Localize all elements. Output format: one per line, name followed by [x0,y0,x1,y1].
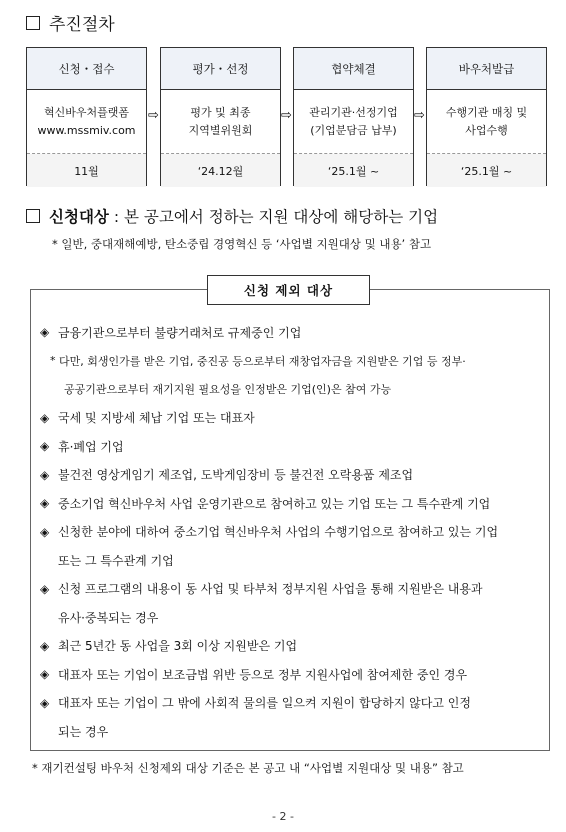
step-body [27,90,146,154]
step-body-line2: (기업분담금 납부) [310,123,397,137]
diamond-bullet-icon: ◈ [40,638,50,653]
step-body [161,90,280,154]
step-body-line1: 수행기관 매칭 및 [445,105,528,119]
arrow-icon: ⇨ [414,108,425,123]
list-item-text: 공공기관으로부터 재기지원 필요성을 인정받은 기업(인)은 참여 가능 [64,383,392,397]
step-body-line1: 혁신바우처플랫폼 [43,105,129,119]
page-number: - 2 - [272,810,294,823]
list-item-text: 신청한 분야에 대하여 중소기업 혁신바우처 사업의 수행기업으로 참여하고 있는 기업 [58,525,499,540]
list-item-note [40,347,545,376]
step-voucher-issue [426,47,547,186]
diamond-bullet-icon: ◈ [40,467,50,482]
step-foot: ‘25.1월 ~ [294,154,413,187]
list-item [40,432,545,461]
step-body-line2: 사업수행 [465,123,508,137]
step-body [294,90,413,154]
list-item-cont [40,603,545,632]
list-item-text: 불건전 영상게임기 제조업, 도박게임장비 등 불건전 오락용품 제조업 [58,468,414,483]
diamond-bullet-icon: ◈ [40,325,50,340]
apply-note: * 일반, 중대재해예방, 탄소중립 경영혁신 등 ‘사업별 지원대상 및 내용’ 참고 [52,237,432,251]
apply-target [26,205,438,227]
step-body-line2: www.mssmiv.com [37,123,136,137]
list-item [40,518,545,547]
list-item [40,575,545,604]
note-marker: * [50,354,56,368]
list-item-text: 또는 그 특수관계 기업 [58,553,174,568]
step-body-line1: 평가 및 최종 [190,105,251,119]
step-head: 바우처발급 [427,48,546,90]
list-item-text: 대표자 또는 기업이 보조금법 위반 등으로 정부 지원사업에 참여제한 중인 경우 [58,667,468,682]
exclusion-list [40,318,545,746]
step-evaluation [160,47,281,186]
step-foot: ‘25.1월 ~ [427,154,546,187]
step-apply [26,47,147,186]
step-body-line2: 지역별위원회 [188,123,253,137]
diamond-bullet-icon: ◈ [40,410,50,425]
exclusion-title: 신청 제외 대상 [207,275,370,305]
list-item-text: 대표자 또는 기업이 그 밖에 사회적 물의를 일으켜 지원이 합당하지 않다고 인정 [58,696,471,711]
list-item-cont [40,546,545,575]
list-item [40,632,545,661]
list-item-text: 다만, 회생인가를 받은 기업, 중진공 등으로부터 재창업자금을 지원받은 기업 등 정부· [59,354,466,368]
list-item-text: 최근 5년간 동 사업을 3회 이상 지원받은 기업 [58,639,298,654]
list-item-text: 휴·폐업 기업 [58,439,124,454]
footnote: * 재기컨설팅 바우처 신청제외 대상 기준은 본 공고 내 “사업별 지원대상 및 내용” 참고 [32,761,464,775]
apply-target-label: 신청대상 [49,208,109,226]
list-item-text: 신청 프로그램의 내용이 동 사업 및 타부처 정부지원 사업을 통해 지원받은 내용과 [58,582,483,597]
arrow-icon: ⇨ [148,108,159,123]
step-agreement [293,47,414,186]
diamond-bullet-icon: ◈ [40,524,50,539]
list-item [40,660,545,689]
list-item-text: 국세 및 지방세 체납 기업 또는 대표자 [58,411,255,426]
arrow-icon: ⇨ [281,108,292,123]
diamond-bullet-icon: ◈ [40,439,50,454]
list-item [40,689,545,718]
diamond-bullet-icon: ◈ [40,581,50,596]
checkbox-icon [26,209,40,223]
step-body [427,90,546,154]
list-item [40,489,545,518]
list-item [40,404,545,433]
list-item-text: 금융기관으로부터 불량거래처로 규제중인 기업 [58,325,302,340]
list-item-text: 중소기업 혁신바우처 사업 운영기관으로 참여하고 있는 기업 또는 그 특수관계 기업 [58,496,491,511]
apply-target-text: : 본 공고에서 정하는 지원 대상에 해당하는 기업 [113,208,439,226]
step-head: 신청・접수 [27,48,146,90]
list-item [40,461,545,490]
diamond-bullet-icon: ◈ [40,496,50,511]
list-item-text: 되는 경우 [58,724,109,739]
step-foot: 11월 [27,154,146,187]
step-head: 평가・선정 [161,48,280,90]
checkbox-icon [26,16,40,30]
step-foot: ‘24.12월 [161,154,280,187]
list-item [40,318,545,347]
list-item-text: 유사·중복되는 경우 [58,610,159,625]
diamond-bullet-icon: ◈ [40,695,50,710]
list-item-note-cont [40,375,545,404]
list-item-cont [40,717,545,746]
step-head: 협약체결 [294,48,413,90]
step-body-line1: 관리기관·선정기업 [309,105,398,119]
section-title [26,10,115,35]
section-title-text: 추진절차 [49,15,115,35]
diamond-bullet-icon: ◈ [40,667,50,682]
